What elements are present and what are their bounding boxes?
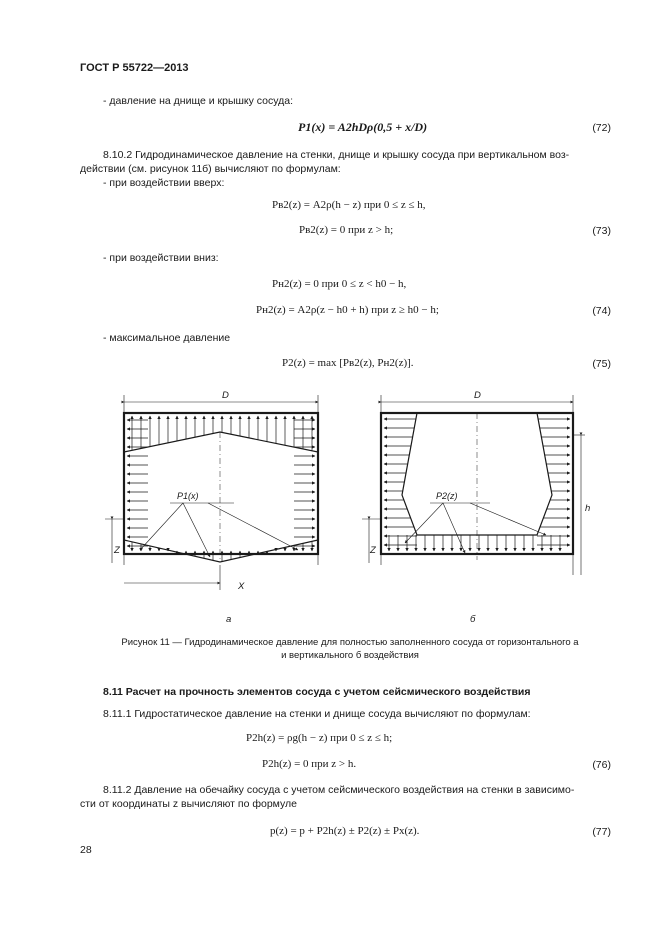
formula-75: P2(z) = max [Pв2(z), Pн2(z)]. <box>282 357 414 369</box>
formula-73b: Pв2(z) = 0 при z > h; <box>299 224 394 236</box>
formula-73a: Pв2(z) = A2ρ(h − z) при 0 ≤ z ≤ h, <box>272 199 426 211</box>
formula-72-text: P1(x) = A2hDρ(0,5 + x/D) <box>298 120 428 134</box>
figure-left <box>105 395 318 590</box>
left-callout-leader-3 <box>208 503 298 550</box>
left-callout-leader-2 <box>183 503 210 557</box>
figure-caption-line1: Рисунок 11 — Гидродинамическое давление для полностью заполненного сосуда от горизонтального а <box>121 637 579 648</box>
eqn-number-75: (75) <box>592 358 611 370</box>
left-z-label: Z <box>114 545 120 556</box>
left-vessel-outline <box>124 413 318 554</box>
formula-74a: Pн2(z) = 0 при 0 ≤ z < h0 − h, <box>272 278 407 290</box>
left-x-label: X <box>238 581 245 592</box>
downward-label: - при воздействии вниз: <box>103 252 219 264</box>
section-8-11-title: 8.11 Расчет на прочность элементов сосуда с учетом сейсмического воздействия <box>103 686 531 698</box>
formula-76b: P2h(z) = 0 при z > h. <box>262 758 357 770</box>
right-callout-leader-3 <box>470 503 546 535</box>
formula-72 <box>298 120 427 135</box>
left-callout-label: P1(x) <box>177 491 199 501</box>
eqn-number-74: (74) <box>592 305 611 317</box>
left-pressure-envelope <box>124 432 318 562</box>
bottom-pressure-intro: - давление на днище и крышку сосуда: <box>103 95 294 107</box>
paragraph-8-11-2-line2: сти от координаты z вычисляют по формуле <box>80 798 297 810</box>
eqn-number-72: (72) <box>592 122 611 134</box>
figure-11 <box>0 385 661 635</box>
right-callout-label: P2(z) <box>436 491 458 501</box>
paragraph-8-11-2-line1: 8.11.2 Давление на обечайку сосуда с учетом сейсмического воздействия на стенки в зависимо- <box>103 784 575 796</box>
max-pressure-label: - максимальное давление <box>103 332 231 344</box>
figure-right <box>362 395 585 575</box>
formula-77: p(z) = p + P2h(z) ± P2(z) ± Px(z). <box>270 825 420 837</box>
eqn-number-77: (77) <box>592 826 611 838</box>
paragraph-8-11-1: 8.11.1 Гидростатическое давление на стенки и днище сосуда вычисляют по формулам: <box>103 708 531 720</box>
right-callout-leader-1 <box>405 503 443 543</box>
paragraph-8-10-2-line1: 8.10.2 Гидродинамическое давление на стенки, днище и крышку сосуда при вертикальном воз- <box>103 149 570 161</box>
page-number: 28 <box>80 844 92 856</box>
right-callout-leader-2 <box>443 503 465 553</box>
eqn-number-76: (76) <box>592 759 611 771</box>
upward-label: - при воздействии вверх: <box>103 177 225 189</box>
left-dim-d-label: D <box>222 390 229 401</box>
right-h-label: h <box>585 503 591 514</box>
formula-76a: P2h(z) = ρg(h − z) при 0 ≤ z ≤ h; <box>246 732 393 744</box>
figure-caption <box>80 636 620 662</box>
right-dim-d-label: D <box>474 390 481 401</box>
right-sub-label: б <box>470 614 476 625</box>
left-sub-label: а <box>226 614 232 625</box>
left-pressure-arrows <box>127 416 315 562</box>
eqn-number-73: (73) <box>592 225 611 237</box>
right-z-label: Z <box>370 545 376 556</box>
document-code: ГОСТ Р 55722—2013 <box>80 62 189 74</box>
formula-74b: Pн2(z) = A2ρ(z − h0 + h) при z ≥ h0 − h; <box>256 304 439 316</box>
figure-caption-line2: и вертикального б воздействия <box>281 650 419 661</box>
paragraph-8-10-2-line2: действии (см. рисунок 11б) вычисляют по формулам: <box>80 163 341 175</box>
